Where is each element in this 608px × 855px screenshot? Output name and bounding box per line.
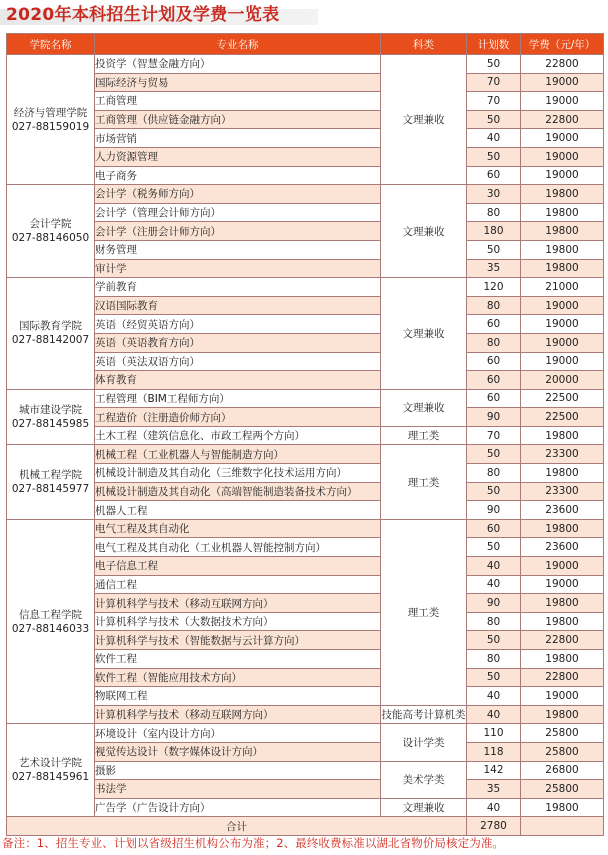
fee-cell: 19000 (521, 557, 604, 576)
plan-cell: 80 (467, 650, 521, 669)
table-row (7, 631, 604, 650)
plan-cell: 50 (467, 482, 521, 501)
table-row (7, 389, 604, 408)
table-row (7, 650, 604, 669)
college-name: 艺术设计学院 (19, 757, 82, 770)
plan-cell: 40 (467, 129, 521, 148)
plan-cell: 60 (467, 371, 521, 390)
plan-cell: 50 (467, 147, 521, 166)
major-cell: 学前教育 (95, 278, 381, 297)
fee-cell: 20000 (521, 371, 604, 390)
college-phone: 027-88145985 (11, 418, 90, 431)
fee-cell: 19000 (521, 129, 604, 148)
plan-cell: 40 (467, 798, 521, 817)
total-fee-empty (521, 817, 604, 836)
major-cell: 软件工程（智能应用技术方向） (95, 668, 381, 687)
admission-plan-table (6, 33, 604, 836)
plan-cell: 50 (467, 668, 521, 687)
fee-cell: 19800 (521, 705, 604, 724)
major-cell: 计算机科学与技术（移动互联网方向） (95, 594, 381, 613)
table-row (7, 575, 604, 594)
major-cell: 工程管理（BIM工程师方向） (95, 389, 381, 408)
major-cell: 计算机科学与技术（大数据技术方向） (95, 612, 381, 631)
college-name: 经济与管理学院 (13, 106, 88, 119)
major-cell: 英语（英语教育方向） (95, 333, 381, 352)
fee-cell: 19800 (521, 240, 604, 259)
plan-cell: 80 (467, 464, 521, 483)
major-cell: 财务管理 (95, 240, 381, 259)
fee-cell: 22500 (521, 408, 604, 427)
major-cell: 软件工程 (95, 650, 381, 669)
plan-cell: 70 (467, 426, 521, 445)
table-row (7, 538, 604, 557)
plan-cell: 120 (467, 278, 521, 297)
major-cell: 电气工程及其自动化 (95, 519, 381, 538)
table-row (7, 203, 604, 222)
category-cell: 文理兼收 (381, 185, 467, 278)
major-cell: 工商管理（供应链金融方向） (95, 110, 381, 129)
table-row (7, 705, 604, 724)
major-cell: 人力资源管理 (95, 147, 381, 166)
fee-cell: 19800 (521, 222, 604, 241)
fee-cell: 23600 (521, 538, 604, 557)
table-row (7, 259, 604, 278)
fee-cell: 19000 (521, 296, 604, 315)
category-cell: 文理兼收 (381, 278, 467, 390)
fee-cell: 19000 (521, 333, 604, 352)
plan-cell: 80 (467, 333, 521, 352)
header-category: 科类 (381, 34, 467, 55)
plan-cell: 60 (467, 166, 521, 185)
plan-cell: 60 (467, 352, 521, 371)
header-major: 专业名称 (95, 34, 381, 55)
plan-cell: 40 (467, 575, 521, 594)
plan-cell: 90 (467, 501, 521, 520)
header-college: 学院名称 (7, 34, 95, 55)
fee-cell: 19000 (521, 687, 604, 706)
major-cell: 市场营销 (95, 129, 381, 148)
total-row (7, 817, 604, 836)
plan-cell: 142 (467, 761, 521, 780)
table-row (7, 798, 604, 817)
college-cell (7, 55, 95, 185)
table-row (7, 278, 604, 297)
major-cell: 工商管理 (95, 92, 381, 111)
plan-cell: 118 (467, 742, 521, 761)
plan-cell: 90 (467, 594, 521, 613)
major-cell: 视觉传达设计（数字媒体设计方向） (95, 742, 381, 761)
plan-cell: 80 (467, 612, 521, 631)
table-row (7, 92, 604, 111)
fee-cell: 22800 (521, 631, 604, 650)
fee-cell: 23300 (521, 482, 604, 501)
plan-cell: 50 (467, 110, 521, 129)
fee-cell: 25800 (521, 742, 604, 761)
plan-cell: 70 (467, 92, 521, 111)
college-name: 机械工程学院 (19, 469, 82, 482)
table-row (7, 408, 604, 427)
page-title: 2020年本科招生计划及学费一览表 (6, 5, 280, 25)
category-cell: 理工类 (381, 519, 467, 705)
major-cell: 体育教育 (95, 371, 381, 390)
fee-cell: 19000 (521, 166, 604, 185)
college-cell (7, 519, 95, 724)
fee-cell: 23300 (521, 445, 604, 464)
fee-cell: 19800 (521, 185, 604, 204)
fee-cell: 19000 (521, 73, 604, 92)
table-row (7, 519, 604, 538)
major-cell: 机械工程（工业机器人与智能制造方向） (95, 445, 381, 464)
fee-cell: 19000 (521, 315, 604, 334)
college-cell (7, 389, 95, 445)
table-row (7, 557, 604, 576)
fee-cell: 19800 (521, 519, 604, 538)
header-plan: 计划数 (467, 34, 521, 55)
college-name: 会计学院 (29, 218, 72, 231)
major-cell: 广告学（广告设计方向） (95, 798, 381, 817)
fee-cell: 19000 (521, 92, 604, 111)
table-row (7, 55, 604, 74)
fee-cell: 22800 (521, 668, 604, 687)
plan-cell: 50 (467, 445, 521, 464)
major-cell: 英语（经贸英语方向） (95, 315, 381, 334)
college-cell (7, 185, 95, 278)
table-row (7, 426, 604, 445)
fee-cell: 19800 (521, 259, 604, 278)
plan-cell: 60 (467, 389, 521, 408)
table-row (7, 724, 604, 743)
table-row (7, 129, 604, 148)
college-name: 国际教育学院 (19, 320, 82, 333)
plan-cell: 50 (467, 631, 521, 650)
college-cell (7, 278, 95, 390)
category-cell: 文理兼收 (381, 798, 467, 817)
table-row (7, 780, 604, 799)
major-cell: 投资学（智慧金融方向） (95, 55, 381, 74)
major-cell: 会计学（税务师方向） (95, 185, 381, 204)
college-phone: 027-88146033 (11, 622, 90, 635)
fee-cell: 25800 (521, 724, 604, 743)
fee-cell: 19800 (521, 798, 604, 817)
fee-cell: 19800 (521, 203, 604, 222)
major-cell: 审计学 (95, 259, 381, 278)
table-row (7, 147, 604, 166)
plan-cell: 60 (467, 519, 521, 538)
fee-cell: 19800 (521, 464, 604, 483)
category-cell: 理工类 (381, 445, 467, 519)
category-cell: 理工类 (381, 426, 467, 445)
plan-cell: 40 (467, 705, 521, 724)
fee-cell: 19800 (521, 594, 604, 613)
college-name: 城市建设学院 (19, 404, 82, 417)
plan-cell: 80 (467, 296, 521, 315)
table-row (7, 296, 604, 315)
major-cell: 书法学 (95, 780, 381, 799)
category-cell: 设计学类 (381, 724, 467, 761)
plan-cell: 180 (467, 222, 521, 241)
fee-cell: 19000 (521, 575, 604, 594)
table-row (7, 445, 604, 464)
table-row (7, 464, 604, 483)
table-row (7, 110, 604, 129)
plan-cell: 80 (467, 203, 521, 222)
plan-cell: 50 (467, 240, 521, 259)
table-row (7, 761, 604, 780)
fee-cell: 19800 (521, 612, 604, 631)
college-phone: 027-88145977 (11, 483, 90, 496)
table-row (7, 240, 604, 259)
table-row (7, 594, 604, 613)
fee-cell: 22800 (521, 110, 604, 129)
fee-cell: 19000 (521, 147, 604, 166)
plan-cell: 40 (467, 557, 521, 576)
plan-cell: 50 (467, 538, 521, 557)
table-row (7, 222, 604, 241)
plan-cell: 70 (467, 73, 521, 92)
table-row (7, 315, 604, 334)
table-row (7, 333, 604, 352)
fee-cell: 21000 (521, 278, 604, 297)
table-row (7, 371, 604, 390)
major-cell: 机械设计制造及其自动化（高端智能制造装备技术方向） (95, 482, 381, 501)
category-cell: 美术学类 (381, 761, 467, 798)
major-cell: 汉语国际教育 (95, 296, 381, 315)
major-cell: 会计学（注册会计师方向） (95, 222, 381, 241)
plan-cell: 110 (467, 724, 521, 743)
table-row (7, 73, 604, 92)
college-phone: 027-88142007 (11, 334, 90, 347)
table-row (7, 612, 604, 631)
plan-cell: 90 (467, 408, 521, 427)
table-row (7, 352, 604, 371)
major-cell: 国际经济与贸易 (95, 73, 381, 92)
major-cell: 机器人工程 (95, 501, 381, 520)
college-cell (7, 445, 95, 519)
table-row (7, 501, 604, 520)
table-row (7, 185, 604, 204)
title-area (0, 0, 608, 28)
fee-cell: 19800 (521, 650, 604, 669)
college-phone: 027-88145961 (11, 771, 90, 784)
fee-cell: 19800 (521, 426, 604, 445)
college-name: 信息工程学院 (19, 608, 82, 621)
fee-cell: 22800 (521, 55, 604, 74)
major-cell: 环境设计（室内设计方向） (95, 724, 381, 743)
major-cell: 会计学（管理会计师方向） (95, 203, 381, 222)
major-cell: 工程造价（注册造价师方向） (95, 408, 381, 427)
major-cell: 通信工程 (95, 575, 381, 594)
table-header-row (7, 34, 604, 55)
total-plan: 2780 (467, 817, 521, 836)
table-row (7, 687, 604, 706)
major-cell: 计算机科学与技术（智能数据与云计算方向） (95, 631, 381, 650)
college-phone: 027-88146050 (11, 232, 90, 245)
major-cell: 电子信息工程 (95, 557, 381, 576)
category-cell: 技能高考计算机类 (381, 705, 467, 724)
footnote: 备注：1、招生专业、计划以省级招生机构公布为准；2、最终收费标准以湖北省物价局核定为准。 (2, 836, 505, 850)
major-cell: 计算机科学与技术（移动互联网方向） (95, 705, 381, 724)
college-cell (7, 724, 95, 817)
fee-cell: 26800 (521, 761, 604, 780)
major-cell: 物联网工程 (95, 687, 381, 706)
header-fee: 学费（元/年） (521, 34, 604, 55)
major-cell: 土木工程（建筑信息化、市政工程两个方向） (95, 426, 381, 445)
fee-cell: 19000 (521, 352, 604, 371)
major-cell: 英语（英法双语方向） (95, 352, 381, 371)
major-cell: 电气工程及其自动化（工业机器人智能控制方向） (95, 538, 381, 557)
plan-cell: 30 (467, 185, 521, 204)
table-row (7, 668, 604, 687)
plan-cell: 60 (467, 315, 521, 334)
category-cell: 文理兼收 (381, 389, 467, 426)
college-phone: 027-88159019 (11, 120, 90, 133)
major-cell: 电子商务 (95, 166, 381, 185)
table-row (7, 742, 604, 761)
fee-cell: 23600 (521, 501, 604, 520)
fee-cell: 25800 (521, 780, 604, 799)
major-cell: 摄影 (95, 761, 381, 780)
plan-cell: 35 (467, 259, 521, 278)
plan-cell: 40 (467, 687, 521, 706)
table-row (7, 166, 604, 185)
total-label: 合计 (7, 817, 467, 836)
category-cell: 文理兼收 (381, 55, 467, 185)
plan-cell: 35 (467, 780, 521, 799)
fee-cell: 22500 (521, 389, 604, 408)
table-row (7, 482, 604, 501)
plan-cell: 50 (467, 55, 521, 74)
major-cell: 机械设计制造及其自动化（三维数字化技术运用方向） (95, 464, 381, 483)
